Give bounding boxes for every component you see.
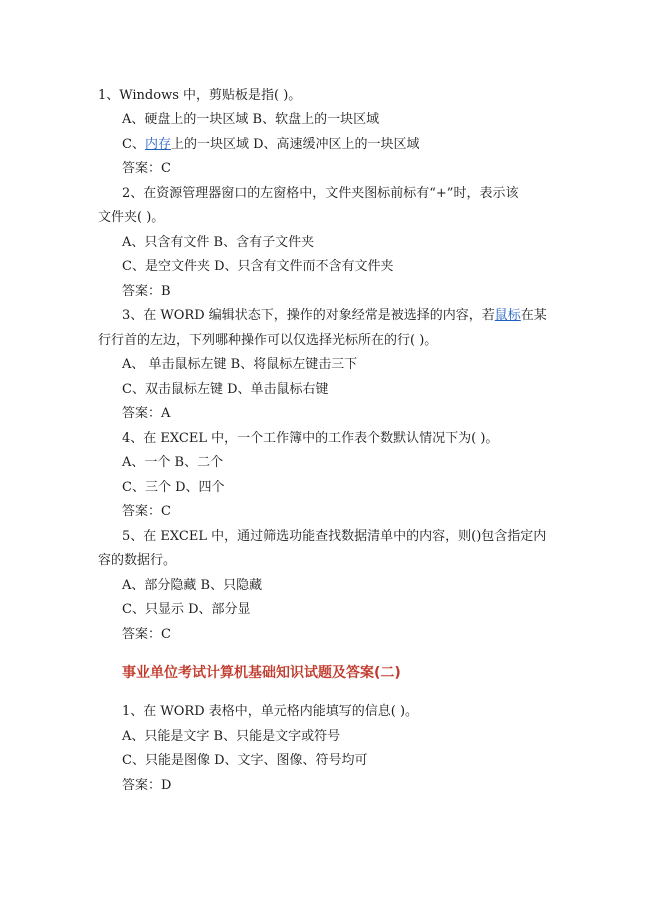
- question-2-options-ab: A、只含有文件 B、含有子文件夹: [122, 235, 315, 250]
- question-3-answer: 答案：A: [122, 406, 171, 421]
- question-3-prefix: 3、在 WORD 编辑状态下，操作的对象经常是被选择的内容，若: [122, 308, 495, 323]
- question-3-suffix: 在某: [520, 308, 547, 323]
- question-1-options-cd: [122, 137, 420, 153]
- question-2-text-line2: 文件夹( )。: [98, 210, 165, 225]
- question-5-answer: 答案：C: [122, 627, 171, 642]
- question-4-options-cd: C、三个 D、四个: [122, 480, 225, 495]
- question-4-answer: 答案：C: [122, 504, 171, 519]
- question-4-text: 4、在 EXCEL 中，一个工作簿中的工作表个数默认情况下为( )。: [122, 431, 499, 446]
- memory-link[interactable]: 内存: [144, 137, 171, 152]
- question-5-text-line2: 容的数据行。: [98, 553, 177, 568]
- question-3-options-ab: A、 单击鼠标左键 B、将鼠标左键击三下: [122, 357, 358, 372]
- question-3-options-cd: C、双击鼠标左键 D、单击鼠标右键: [122, 382, 329, 397]
- part2-question-1-text: 1、在 WORD 表格中，单元格内能填写的信息( )。: [122, 704, 419, 719]
- question-3-text-line1: [122, 308, 547, 324]
- question-1-answer: 答案：C: [122, 161, 171, 176]
- part2-question-1-options-ab: A、只能是文字 B、只能是文字或符号: [122, 729, 341, 744]
- question-1-options-ab: A、硬盘上的一块区域 B、软盘上的一块区域: [122, 112, 380, 127]
- question-5-options-ab: A、部分隐藏 B、只隐藏: [122, 578, 263, 593]
- section-heading: 事业单位考试计算机基础知识试题及答案(二): [122, 665, 401, 681]
- question-5-text-line1: 5、在 EXCEL 中，通过筛选功能查找数据清单中的内容，则()包含指定内: [122, 529, 547, 544]
- option-rest: 上的一块区域 D、高速缓冲区上的一块区域: [170, 137, 420, 152]
- question-2-answer: 答案：B: [122, 284, 171, 299]
- question-2-options-cd: C、是空文件夹 D、只含有文件而不含有文件夹: [122, 259, 394, 274]
- mouse-link[interactable]: 鼠标: [494, 308, 521, 323]
- question-5-options-cd: C、只显示 D、部分显: [122, 602, 251, 617]
- question-4-options-ab: A、一个 B、二个: [122, 455, 224, 470]
- question-2-text-line1: 2、在资源管理器窗口的左窗格中，文件夹图标前标有“+”时，表示该: [122, 186, 519, 201]
- part2-question-1-options-cd: C、只能是图像 D、文字、图像、符号均可: [122, 753, 368, 768]
- question-1-text: 1、Windows 中，剪贴板是指( )。: [98, 88, 302, 103]
- part2-question-1-answer: 答案：D: [122, 778, 172, 793]
- question-3-text-line2: 行行首的左边，下列哪种操作可以仅选择光标所在的行( )。: [98, 333, 438, 348]
- option-prefix: C、: [122, 137, 145, 152]
